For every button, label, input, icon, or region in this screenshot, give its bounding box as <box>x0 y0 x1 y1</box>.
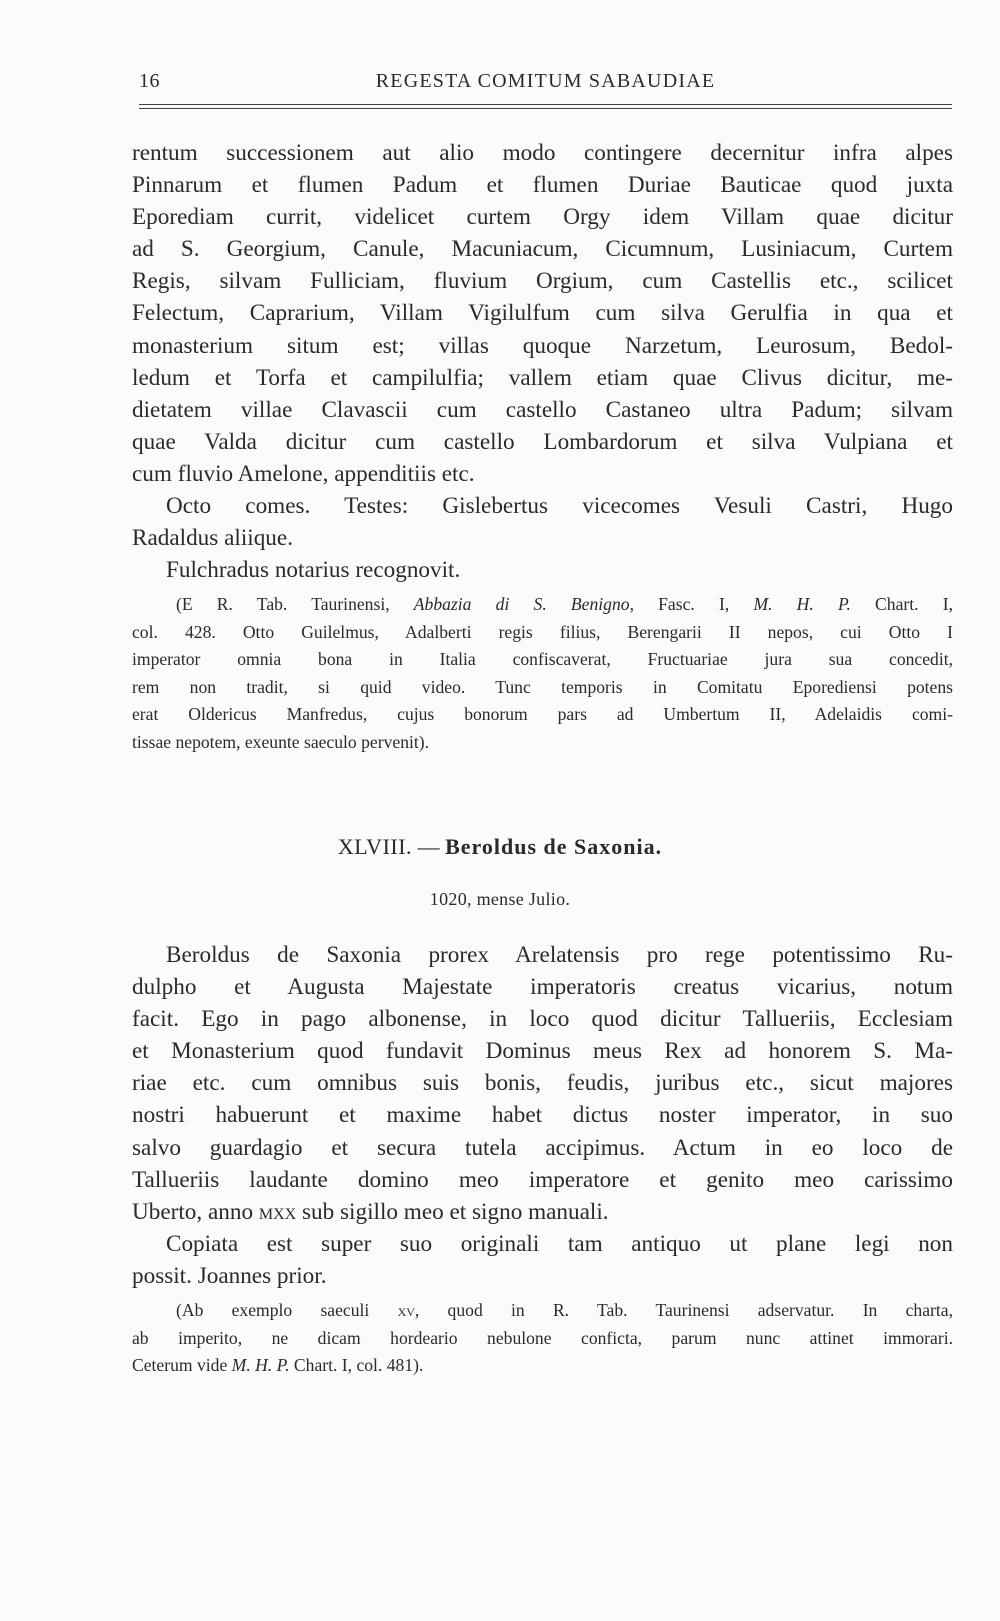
note-line <box>132 591 953 619</box>
document-title: Beroldus de Saxonia. <box>445 834 663 859</box>
note-line: rem non tradit, si quid video. Tunc temporis in Comitatu Eporediensi potens <box>132 676 953 697</box>
note-italic-abbrev: M. H. P. <box>231 1355 290 1375</box>
text-line: Fulchradus notarius recognovit. <box>166 557 461 584</box>
text-line: salvo guardagio et secura tutela accipimus. Actum in eo loco de <box>132 1134 953 1161</box>
note-line <box>132 1352 953 1380</box>
text-line: Radaldus aliique. <box>132 525 293 552</box>
header-rule-double <box>139 108 952 109</box>
heading-dash: — <box>412 834 446 859</box>
roman-numeral-date: mxx <box>258 1198 297 1225</box>
text-line: dietatem villae Clavascii cum castello Castaneo ultra Padum; silvam <box>132 396 953 423</box>
text-line: Beroldus de Saxonia prorex Arelatensis pro rege potentissimo Ru- <box>166 942 953 968</box>
text-line: Pinnarum et flumen Padum et flumen Duriae Bauticae quod juxta <box>132 172 953 199</box>
text-line: Octo comes. Testes: Gislebertus vicecomes Vesuli Castri, Hugo <box>166 493 953 520</box>
text-line: et Monasterium quod fundavit Dominus meus Rex ad honorem S. Ma- <box>132 1038 953 1065</box>
text-segment: sub sigillo meo et signo manuali. <box>296 1198 609 1225</box>
text-segment: Uberto, anno <box>132 1198 259 1225</box>
text-line: riae etc. cum omnibus suis bonis, feudis, juribus etc., sicut majores <box>132 1070 953 1097</box>
text-line: facit. Ego in pago albonense, in loco quod dicitur Tallueriis, Ecclesiam <box>132 1006 953 1033</box>
editorial-note-1 <box>132 591 953 756</box>
note-line: imperator omnia bona in Italia confiscaverat, Fructuariae jura sua concedit, <box>132 649 953 669</box>
note-text: Chart. I, col. 481). <box>289 1355 424 1375</box>
note-line: ab imperito, ne dicam hordeario nebulone conficta, parum nunc attinet immorari. <box>132 1327 953 1348</box>
text-line: dulpho et Augusta Majestate imperatoris creatus vicarius, notum <box>132 974 953 1001</box>
note-line: tissae nepotem, exeunte saeculo pervenit). <box>132 731 430 752</box>
text-line: ledum et Torfa et campilulfia; vallem etiam quae Clivus dicitur, me- <box>132 364 953 391</box>
note-text: , quod in R. Tab. Taurinensi adservatur. In charta, <box>414 1300 953 1320</box>
document-number: XLVIII. <box>337 834 413 859</box>
header-rule <box>139 104 952 105</box>
note-line: col. 428. Otto Guilelmus, Adalberti regis filius, Berengarii II nepos, cui Otto I <box>132 621 953 642</box>
text-line: quae Valda dicitur cum castello Lombardorum et silva Vulpiana et <box>132 428 953 455</box>
note-text: (Ab exemplo saeculi <box>176 1300 398 1320</box>
note-text: Chart. I, <box>850 594 953 614</box>
editorial-note-2 <box>132 1297 953 1380</box>
text-line: rentum successionem aut alio modo contingere decernitur infra alpes <box>132 140 953 166</box>
note-text: (E R. Tab. Taurinensi, <box>176 594 414 614</box>
text-line: nostri habuerunt et maxime habet dictus noster imperator, in suo <box>132 1102 953 1129</box>
text-line <box>132 1196 953 1228</box>
text-line: Regis, silvam Fulliciam, fluvium Orgium, cum Castellis etc., scilicet <box>132 268 953 295</box>
text-line: Eporediam currit, videlicet curtem Orgy idem Villam quae dicitur <box>132 204 953 231</box>
note-italic-title: Abbazia di S. Benigno <box>413 594 630 614</box>
text-line: monasterium situm est; villas quoque Narzetum, Leurosum, Bedol- <box>132 332 953 359</box>
text-line: possit. Joannes prior. <box>132 1262 327 1289</box>
note-text: , Fasc. I, <box>629 594 754 614</box>
document-date: 1020, mense Julio. <box>429 889 571 909</box>
note-text: Ceterum vide <box>132 1355 232 1375</box>
text-line: Tallueriis laudante domino meo imperatore et genito meo carissimo <box>132 1166 953 1193</box>
charter-text <box>132 939 953 1292</box>
document-heading <box>0 834 1000 860</box>
page-number: 16 <box>139 70 160 92</box>
text-line: Copiata est super suo originali tam antiquo ut plane legi non <box>166 1230 953 1257</box>
note-italic-abbrev: M. H. P. <box>753 594 851 614</box>
text-line: Felectum, Caprarium, Villam Vigilulfum cum silva Gerulfia in qua et <box>132 300 953 327</box>
note-line <box>132 1297 953 1325</box>
note-line: erat Oldericus Manfredus, cujus bonorum pars ad Umbertum II, Adelaidis comi- <box>132 704 953 724</box>
page-header <box>139 70 952 100</box>
running-title: REGESTA COMITUM SABAUDIAE <box>375 70 716 92</box>
text-line: ad S. Georgium, Canule, Macuniacum, Cicumnum, Lusiniacum, Curtem <box>132 236 953 263</box>
roman-numeral-century: xv <box>397 1300 415 1320</box>
continued-charter-text <box>132 137 953 586</box>
text-line: cum fluvio Amelone, appenditiis etc. <box>132 460 475 487</box>
